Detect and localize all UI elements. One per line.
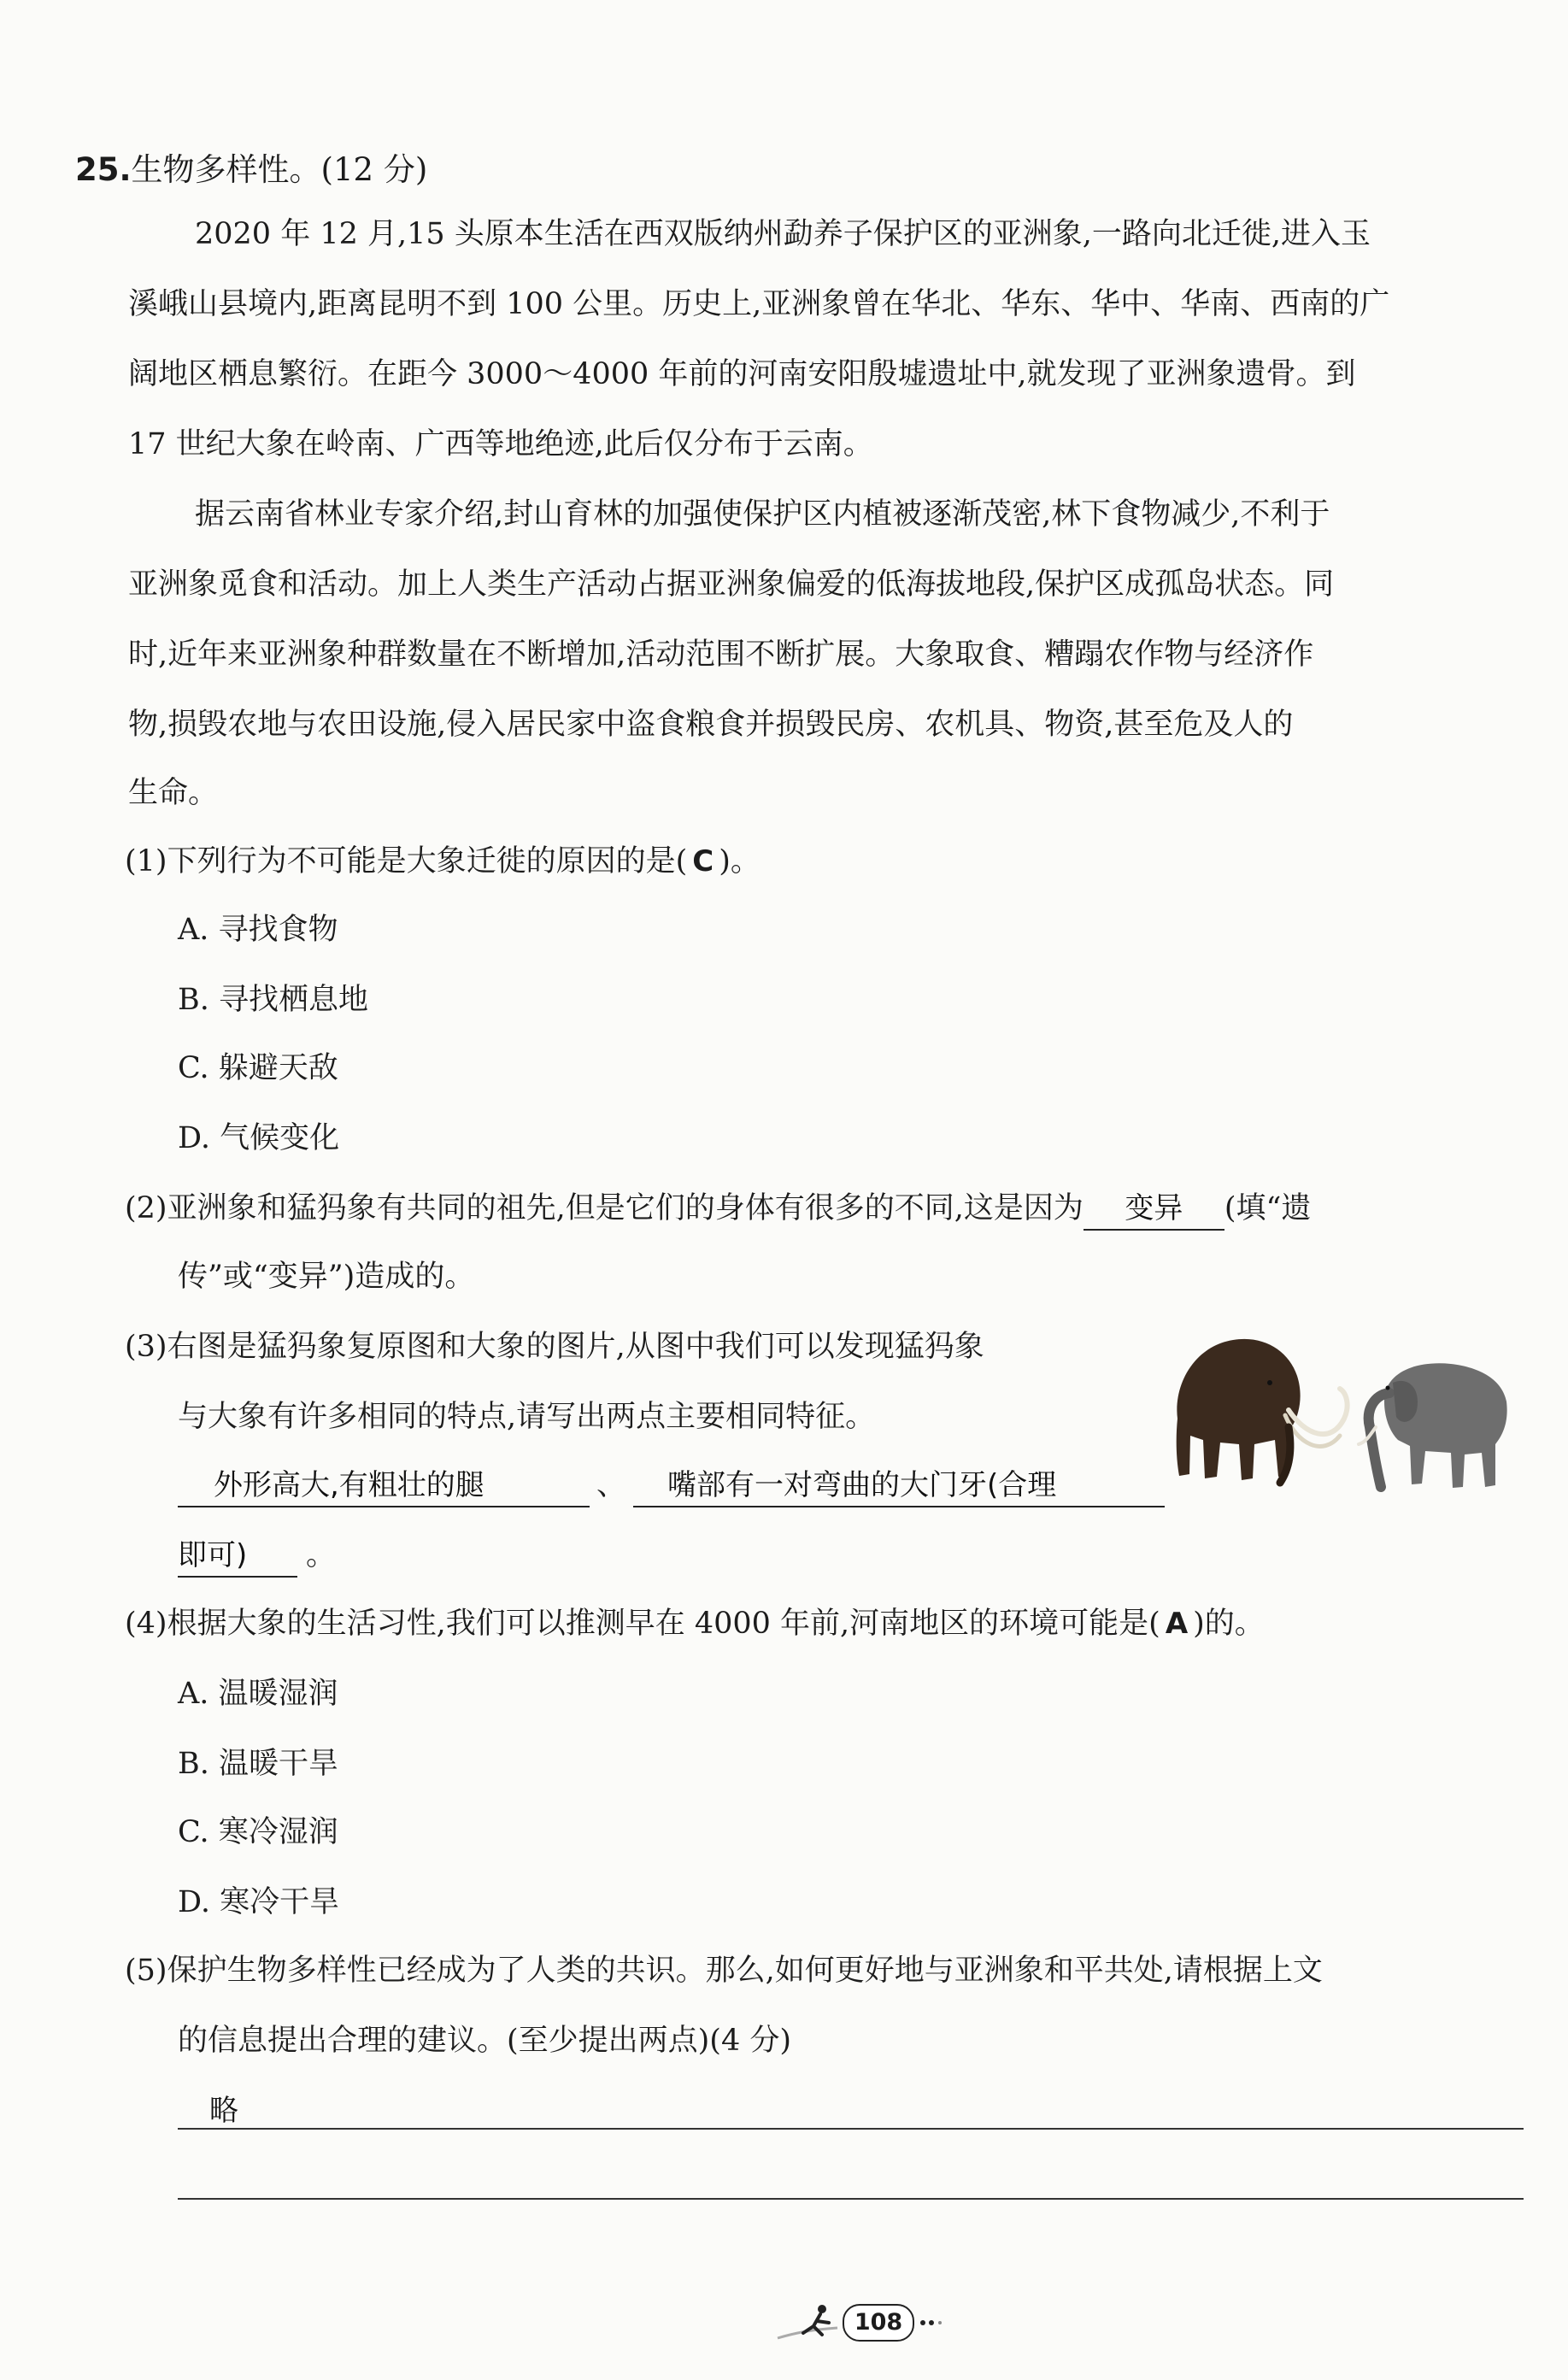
q3-separator: 、 [596,1468,627,1502]
q1-stem-text: (1)下列行为不可能是大象迁徙的原因的是( [125,844,688,879]
elephant-image [1359,1363,1507,1488]
mammoth-elephant-figure [1160,1316,1536,1504]
passage-p1-line-1: 2020 年 12 月,15 头原本生活在西双版纳州勐养子保护区的亚洲象,一路向北迁徙,进入玉 [195,217,1371,251]
q4-option-d: D. 寒冷干旱 [178,1885,340,1919]
q3-line-2: 与大象有许多相同的特点,请写出两点主要相同特征。 [178,1400,876,1434]
passage-p2-line-1: 据云南省林业专家介绍,封山育林的加强使保护区内植被逐渐茂密,林下食物减少,不利于 [195,497,1330,532]
passage-p2-line-4: 物,损毁农地与农田设施,侵入居民家中盗食粮食并损毁民房、农机具、物资,甚至危及人的 [128,708,1294,742]
q3-answer-2a: 嘴部有一对弯曲的大门牙(合理 [633,1465,1165,1507]
q3-end: 。 [306,1538,337,1572]
q2-line-2: 传”或“变异”)造成的。 [178,1260,475,1294]
q5-line-2: 的信息提出合理的建议。(至少提出两点)(4 分) [178,2024,792,2058]
q3-answer-1: 外形高大,有粗壮的腿 [178,1465,590,1507]
q2-stem-text: (2)亚洲象和猛犸象有共同的祖先,但是它们的身体有很多的不同,这是因为 [125,1191,1084,1225]
q5-line-1: (5)保护生物多样性已经成为了人类的共识。那么,如何更好地与亚洲象和平共处,请根据上文 [125,1954,1323,1988]
q1-option-d: D. 气候变化 [178,1121,340,1155]
q4-option-a: A. 温暖湿润 [178,1677,338,1711]
q3-answer-cont [178,1535,336,1578]
q4-option-c: C. 寒冷湿润 [178,1815,338,1849]
q2-stem [125,1188,1311,1231]
passage-p2-line-5: 生命。 [128,776,219,810]
q5-answer: 略 [209,2094,238,2128]
q1-answer: C [692,844,714,879]
q1-stem [125,841,761,882]
dots-icon [916,2299,950,2347]
question-number: 25. [75,151,132,188]
q4-option-b: B. 温暖干旱 [178,1747,338,1781]
q3-answer-line [178,1465,1165,1507]
q4-stem [125,1603,1265,1644]
mammoth-image [1177,1339,1348,1483]
q4-stem-text: (4)根据大象的生活习性,我们可以推测早在 4000 年前,河南地区的环境可能是( [125,1607,1160,1641]
page-footer [769,2299,974,2347]
passage-p1-line-4: 17 世纪大象在岭南、广西等地绝迹,此后仅分布于云南。 [128,427,873,461]
page-number: 108 [843,2304,914,2342]
q4-answer: A [1165,1607,1189,1641]
q1-stem-end: )。 [719,844,761,879]
question-title [75,144,427,190]
q2-stem-end: (填“遗 [1224,1191,1312,1225]
passage-p2-line-2: 亚洲象觅食和活动。加上人类生产活动占据亚洲象偏爱的低海拔地段,保护区成孤岛状态。同 [128,567,1335,602]
q3-line-1: (3)右图是猛犸象复原图和大象的图片,从图中我们可以发现猛犸象 [125,1330,984,1364]
q1-option-c: C. 躲避天敌 [178,1051,338,1085]
passage-p1-line-3: 阔地区栖息繁衍。在距今 3000～4000 年前的河南安阳殷墟遗址中,就发现了亚洲象遗骨。到 [128,357,1356,391]
question-title-text: 生物多样性。(12 分) [131,151,428,188]
runner-logo-icon [769,2299,846,2347]
passage-p1-line-2: 溪峨山县境内,距离昆明不到 100 公里。历史上,亚洲象曾在华北、华东、华中、华南、西南的广 [128,287,1390,321]
q5-answer-line-2 [178,2198,1524,2200]
q1-option-b: B. 寻找栖息地 [178,983,368,1017]
q5-answer-line-1 [178,2128,1524,2130]
q4-stem-end: )的。 [1193,1607,1265,1641]
q2-answer: 变异 [1084,1188,1224,1231]
q3-answer-2b: 即可) [178,1535,297,1578]
passage-p2-line-3: 时,近年来亚洲象种群数量在不断增加,活动范围不断扩展。大象取食、糟蹋农作物与经济作 [128,638,1314,672]
q1-option-a: A. 寻找食物 [178,913,338,947]
